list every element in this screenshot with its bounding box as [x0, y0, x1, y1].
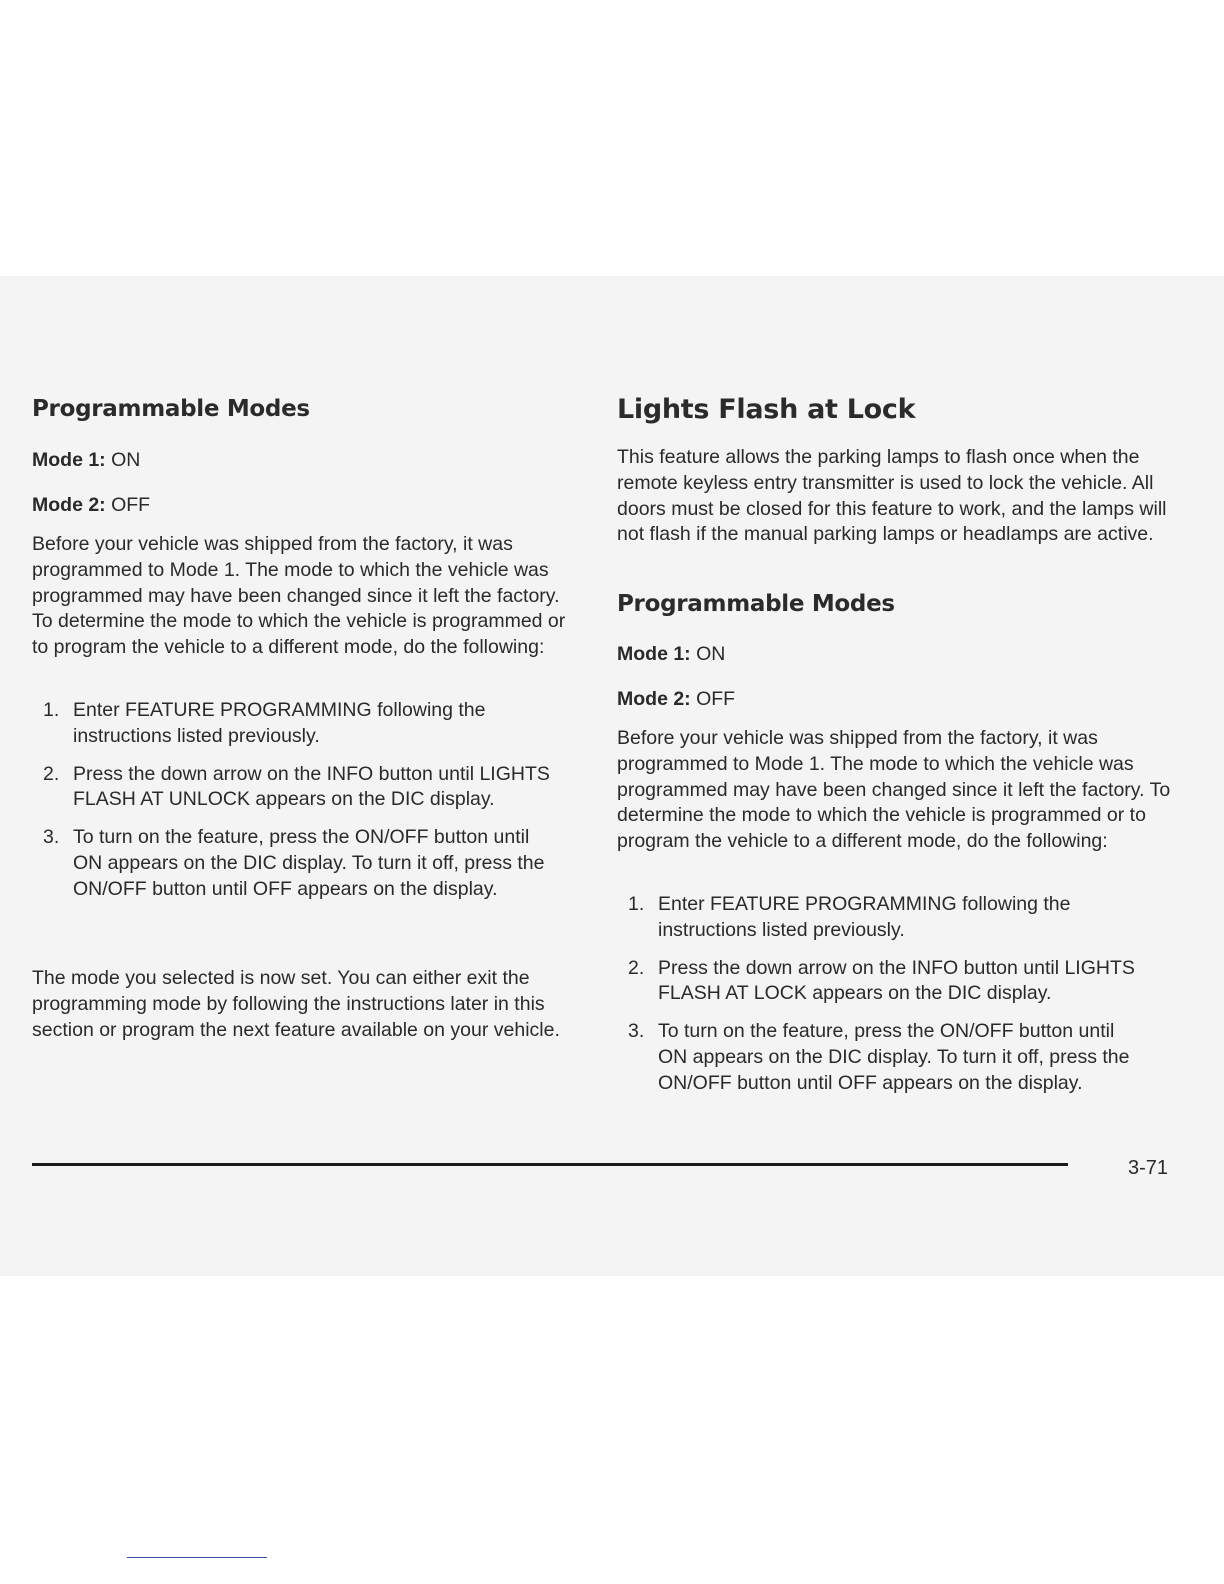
footer-rule — [32, 1163, 1068, 1166]
left-closing-paragraph: The mode you selected is now set. You can either exit the programming mode by following the instructions later in this section or program the next feature available on your vehicle. — [32, 967, 560, 1041]
right-mode-1 — [617, 641, 725, 667]
mode-2-label: Mode 2: — [32, 494, 106, 516]
right-mode-2 — [617, 686, 735, 712]
right-steps-list — [617, 892, 1147, 1097]
step-number: 3. — [43, 826, 60, 849]
left-heading: Programmable Modes — [32, 396, 310, 422]
list-item — [617, 956, 1147, 1008]
list-item — [617, 892, 1147, 944]
mode-2-value: OFF — [696, 688, 736, 710]
step-number: 1. — [43, 699, 60, 721]
right-heading: Programmable Modes — [617, 591, 895, 617]
step-number: 3. — [628, 1020, 645, 1043]
step-text: Enter FEATURE PROGRAMMING following the instructions listed previously. — [658, 893, 1071, 941]
left-mode-1 — [32, 447, 140, 473]
list-item — [617, 1019, 1147, 1096]
mode-1-label: Mode 1: — [32, 449, 106, 471]
mode-2-label: Mode 2: — [617, 688, 691, 710]
left-mode-2 — [32, 492, 150, 518]
section-intro-paragraph: This feature allows the parking lamps to flash once when the remote keyless entry transmitter is used to lock the vehicle. All doors must be closed for this feature to work, and the lamps will not flash if the manual parking lamps or headlamps are active. — [617, 446, 1167, 546]
section-title: Lights Flash at Lock — [617, 394, 916, 425]
step-text: To turn on the feature, press the ON/OFF button until ON appears on the DIC display. To turn it off, press the ON/OFF button until OFF appears on the display. — [73, 826, 545, 900]
bottom-divider — [127, 1557, 267, 1558]
mode-1-value: ON — [696, 643, 726, 665]
left-steps-list — [32, 698, 552, 903]
step-text: Press the down arrow on the INFO button until LIGHTS FLASH AT UNLOCK appears on the DIC display. — [73, 762, 550, 811]
right-intro-paragraph: Before your vehicle was shipped from the factory, it was programmed to Mode 1. The mode to which the vehicle was programmed may have been changed since it left the factory. To determine the mode to which the vehicle is programmed or to program the vehicle to a different mode, do the following: — [617, 727, 1171, 853]
left-intro-paragraph: Before your vehicle was shipped from the factory, it was programmed to Mode 1. The mode to which the vehicle was programmed may have been changed since it left the factory. To determine the mode to which the vehicle is programmed or to program the vehicle to a different mode, do the following: — [32, 533, 566, 659]
manual-page — [0, 276, 1224, 1276]
list-item — [32, 698, 552, 750]
mode-1-value: ON — [111, 449, 141, 471]
step-number: 1. — [628, 893, 645, 915]
step-text: Press the down arrow on the INFO button until LIGHTS FLASH AT LOCK appears on the DIC display. — [658, 956, 1135, 1005]
list-item — [32, 762, 552, 814]
mode-2-value: OFF — [111, 494, 151, 516]
step-text: Enter FEATURE PROGRAMMING following the instructions listed previously. — [73, 699, 486, 747]
list-item — [32, 825, 552, 902]
mode-1-label: Mode 1: — [617, 643, 691, 665]
step-text: To turn on the feature, press the ON/OFF button until ON appears on the DIC display. To turn it off, press the ON/OFF button until OFF appears on the display. — [658, 1020, 1130, 1094]
step-number: 2. — [628, 956, 645, 979]
page-number: 3-71 — [1127, 1157, 1168, 1179]
step-number: 2. — [43, 762, 60, 785]
